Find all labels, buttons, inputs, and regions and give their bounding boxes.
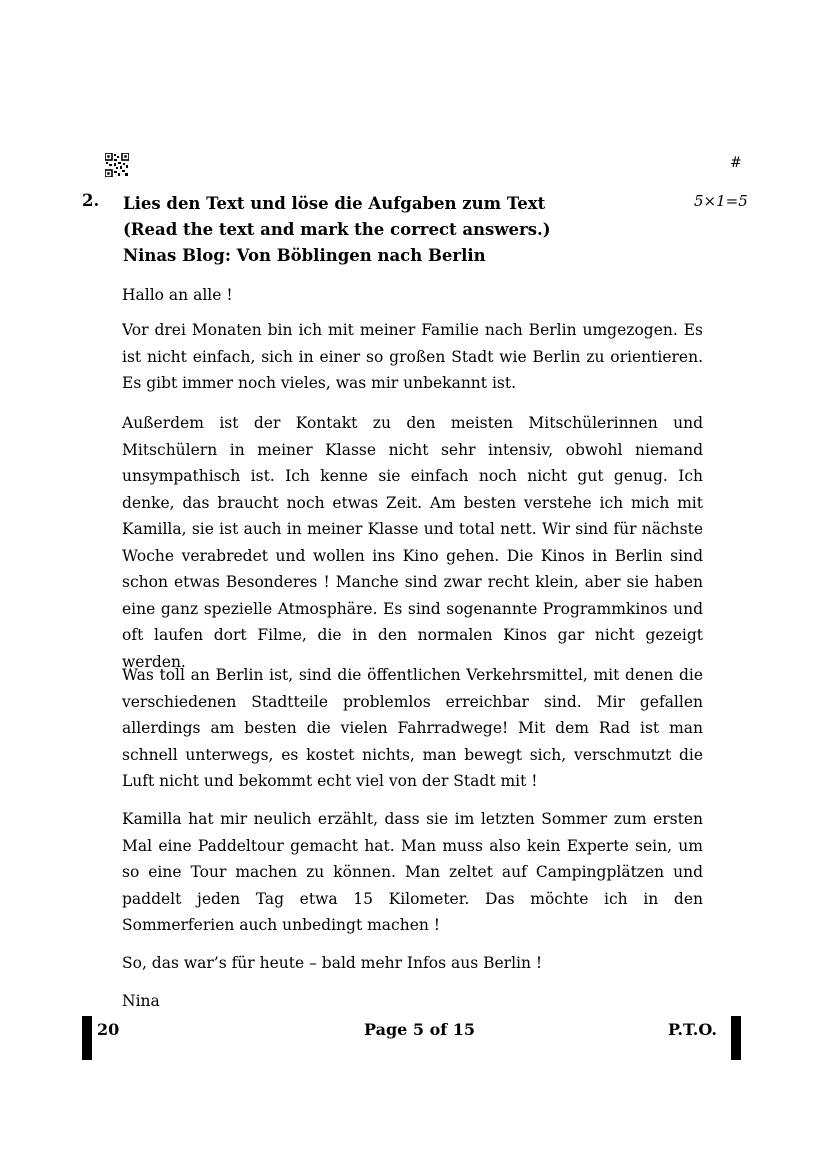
page-code: 20	[97, 1020, 120, 1039]
question-number: 2.	[82, 191, 100, 210]
marks-allocation: 5×1=5	[694, 192, 748, 210]
question-heading	[123, 191, 551, 269]
footer-bar-left	[82, 1016, 92, 1060]
instruction-german: Lies den Text und löse die Aufgaben zum Text	[123, 194, 546, 213]
blog-signature: Nina	[122, 992, 160, 1010]
header-symbol: #	[730, 155, 742, 171]
blog-closing: So, das war’s für heute – bald mehr Infos aus Berlin !	[122, 954, 543, 972]
instruction-english: (Read the text and mark the correct answers.)	[123, 220, 551, 239]
blog-paragraph: Was toll an Berlin ist, sind die öffentlichen Verkehrsmittel, mit denen die verschiedenen Stadtteile problemlos erreichbar sind. Mir gefallen allerdings am besten die vielen Fahrradwege! Mit dem Rad ist man schnell unterwegs, es kostet nichts, man bewegt sich, verschmutzt die Luft nicht und bekommt echt viel von der Stadt mit !	[122, 666, 703, 790]
blog-paragraph: Außerdem ist der Kontakt zu den meisten Mitschülerinnen und Mitschülern in meiner Klasse nicht sehr intensiv, obwohl niemand unsympathisch ist. Ich kenne sie einfach noch nicht gut genug. Ich denke, das braucht noch etwas Zeit. Am besten verstehe ich mich mit Kamilla, sie ist auch in meiner Klasse und total nett. Wir sind für nächste Woche verabredet und wollen ins Kino gehen. Die Kinos in Berlin sind schon etwas Besonderes ! Manche sind zwar recht klein, aber sie haben eine ganz spezielle Atmosphäre. Es sind sogenannte Programmkinos und oft laufen dort Filme, die in den normalen Kinos gar nicht gezeigt werden.	[122, 414, 703, 671]
blog-greeting: Hallo an alle !	[122, 286, 233, 304]
page-number: Page 5 of 15	[364, 1020, 475, 1039]
blog-paragraph: Vor drei Monaten bin ich mit meiner Familie nach Berlin umgezogen. Es ist nicht einfach, sich in einer so großen Stadt wie Berlin zu orientieren. Es gibt immer noch vieles, was mir unbekannt ist.	[122, 321, 703, 392]
footer-bar-right	[731, 1016, 741, 1060]
blog-title: Ninas Blog: Von Böblingen nach Berlin	[123, 246, 486, 265]
please-turn-over: P.T.O.	[668, 1020, 717, 1039]
blog-paragraph: Kamilla hat mir neulich erzählt, dass sie im letzten Sommer zum ersten Mal eine Paddeltour gemacht hat. Man muss also kein Experte sein, um so eine Tour machen zu können. Man zeltet auf Campingplätzen und paddelt jeden Tag etwa 15 Kilometer. Das möchte ich in den Sommerferien auch unbedingt machen !	[122, 810, 703, 934]
qr-code-icon	[105, 153, 129, 177]
